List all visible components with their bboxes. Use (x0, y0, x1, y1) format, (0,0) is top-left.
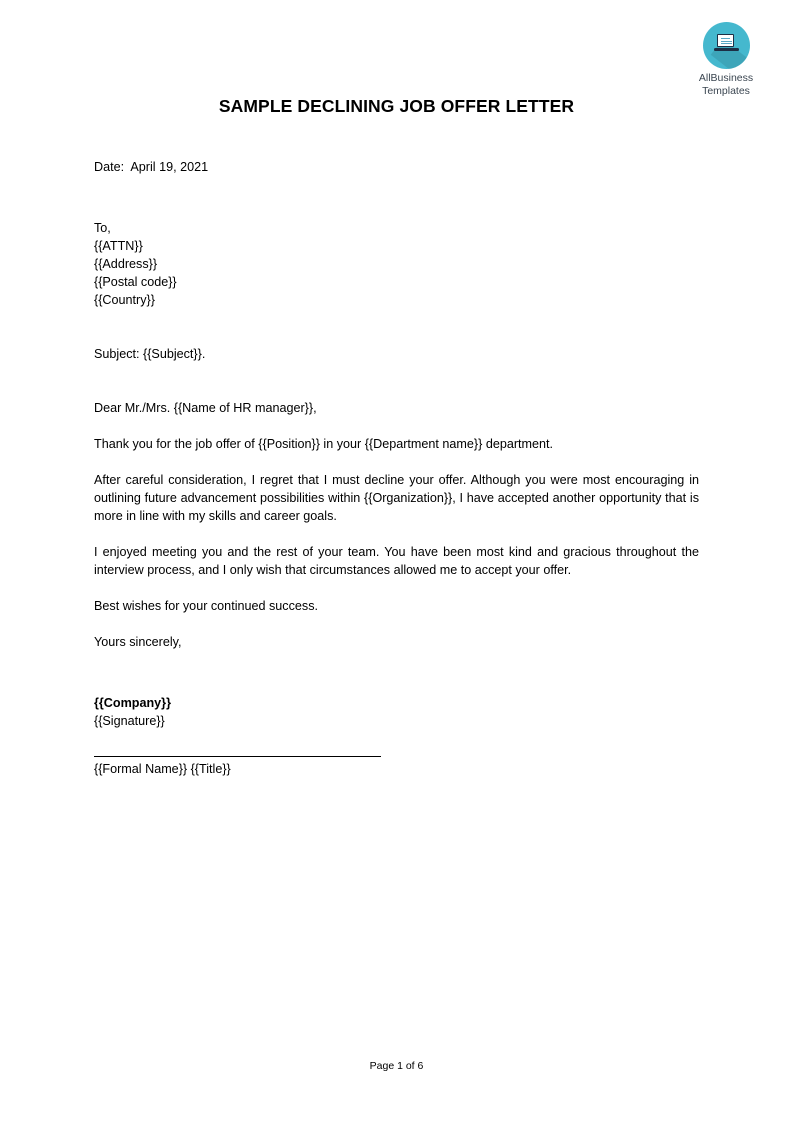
spacer (94, 615, 699, 633)
recipient-attn: {{ATTN}} (94, 239, 143, 253)
date-line: Date: April 19, 2021 (94, 160, 209, 174)
spacer (94, 176, 699, 219)
page-footer: Page 1 of 6 (369, 1060, 424, 1072)
signature-company: {{Company}} (94, 696, 171, 710)
closing-line: Yours sincerely, (94, 635, 182, 649)
paragraph-appreciation: I enjoyed meeting you and the rest of your team. You have been most kind and gracious throughout the interview process, and I only wish that circumstances allowed me to accept your offer. (94, 545, 699, 577)
screen-line (721, 41, 732, 42)
recipient-block (94, 219, 699, 309)
spacer (94, 579, 699, 597)
laptop-glyph (714, 34, 739, 55)
paragraph-thank-you: Thank you for the job offer of {{Position}} in your {{Department name}} department. (94, 437, 554, 451)
letter-body (94, 158, 699, 778)
spacer (94, 309, 699, 345)
screen-line (721, 38, 730, 39)
spacer (94, 417, 699, 435)
laptop-screen (717, 34, 734, 47)
spacer (94, 525, 699, 543)
paragraph-best-wishes: Best wishes for your continued success. (94, 599, 318, 613)
recipient-postal-code: {{Postal code}} (94, 275, 177, 289)
spacer (94, 651, 699, 694)
brand-name-line1: AllBusiness (698, 72, 754, 84)
spacer (94, 363, 699, 399)
brand-name-line2: Templates (702, 84, 750, 97)
screen-line (721, 43, 732, 44)
recipient-country: {{Country}} (94, 293, 155, 307)
recipient-address: {{Address}} (94, 257, 158, 271)
recipient-salutation: To, (94, 221, 111, 235)
paragraph-decline: After careful consideration, I regret that I must decline your offer. Although you were most encouraging in outlining future advancement possibilities within {{Organization}}, I have accepted another opportunity that is more in line with my skills and career goals. (94, 473, 699, 523)
brand-logo (686, 22, 766, 97)
greeting-line: Dear Mr./Mrs. {{Name of HR manager}}, (94, 401, 317, 415)
spacer (94, 730, 699, 756)
laptop-base (714, 48, 739, 51)
page-title: SAMPLE DECLINING JOB OFFER LETTER (218, 96, 575, 116)
laptop-icon (703, 22, 750, 69)
subject-line: Subject: {{Subject}}. (94, 347, 206, 361)
signature-name-title: {{Formal Name}} {{Title}} (94, 762, 231, 776)
signature-rule (94, 756, 381, 757)
spacer (94, 453, 699, 471)
signature-placeholder: {{Signature}} (94, 714, 165, 728)
